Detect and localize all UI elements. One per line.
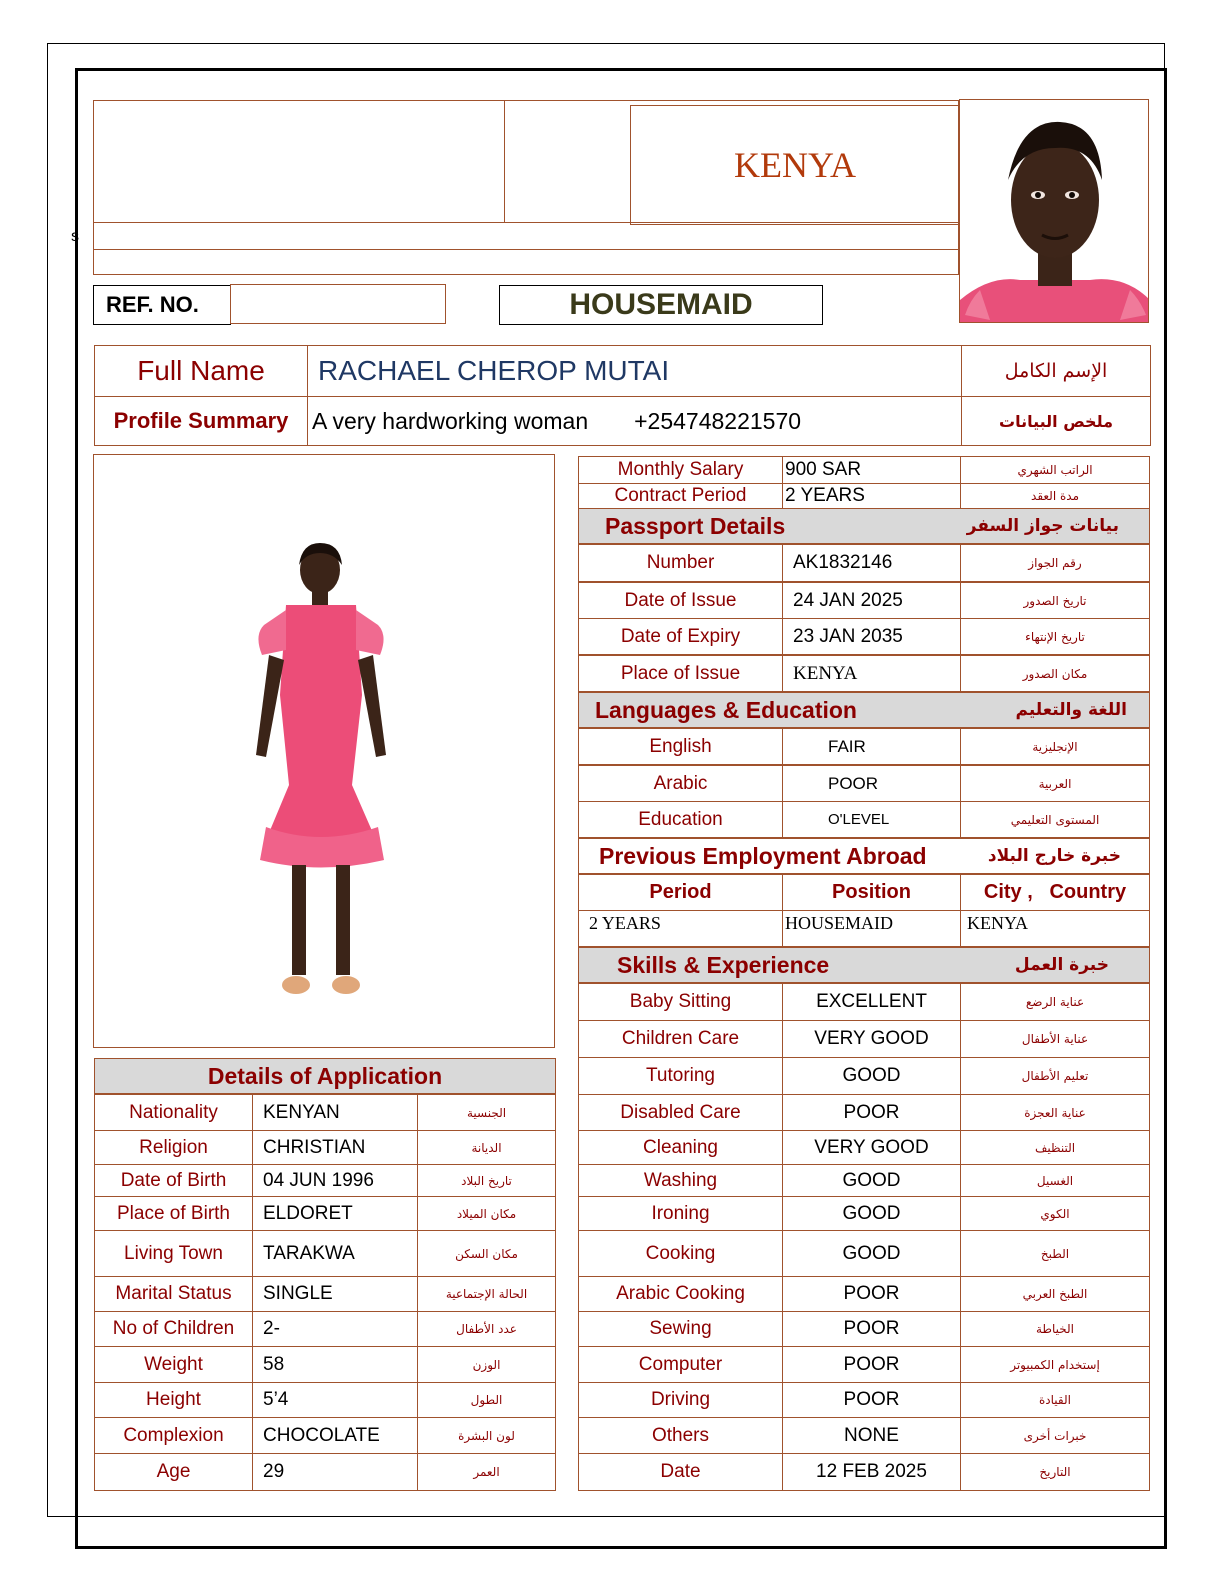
- skills-title: Skills & Experience: [617, 951, 830, 978]
- passport-field-arabic: مكان الصدور: [960, 655, 1150, 692]
- employment-location: KENYA: [960, 910, 1150, 947]
- application-field-label: No of Children: [94, 1311, 253, 1347]
- skill-level: GOOD: [782, 1230, 961, 1277]
- application-field-label: Height: [94, 1382, 253, 1418]
- application-field-label: Place of Birth: [94, 1196, 253, 1231]
- full-body-photo: [93, 454, 555, 1048]
- passport-section-header: [578, 508, 1150, 544]
- languages-title-arabic: اللغة والتعليم: [1015, 700, 1127, 720]
- skill-label-arabic: إستخدام الكمبيوتر: [960, 1346, 1150, 1383]
- skills-title-arabic: خبرة العمل: [1014, 955, 1109, 975]
- application-field-value: KENYAN: [252, 1094, 418, 1131]
- contract-label: Contract Period: [578, 483, 783, 509]
- application-field-label: Date of Birth: [94, 1164, 253, 1197]
- language-label: Education: [578, 801, 783, 838]
- application-field-arabic: مكان الميلاد: [417, 1196, 556, 1231]
- job-title: HOUSEMAID: [499, 285, 823, 325]
- contract-value: 2 YEARS: [782, 483, 961, 509]
- employment-header-period: Period: [578, 874, 783, 911]
- application-field-label: Religion: [94, 1130, 253, 1165]
- skill-level: 12 FEB 2025: [782, 1453, 961, 1491]
- language-level: O'LEVEL: [782, 801, 961, 838]
- skill-label: Children Care: [578, 1020, 783, 1058]
- ref-no-value: [230, 284, 446, 324]
- contract-label: Monthly Salary: [578, 456, 783, 484]
- skill-level: VERY GOOD: [782, 1130, 961, 1165]
- skill-label-arabic: تعليم الأطفال: [960, 1057, 1150, 1095]
- application-field-arabic: عدد الأطفال: [417, 1311, 556, 1347]
- employment-title-arabic: خبرة خارج البلاد: [987, 846, 1121, 866]
- application-field-arabic: الحالة الإجتماعية: [417, 1276, 556, 1312]
- skill-label: Arabic Cooking: [578, 1276, 783, 1312]
- full-name-label: Full Name: [94, 345, 308, 397]
- application-field-value: SINGLE: [252, 1276, 418, 1312]
- employment-section-header: [578, 838, 1150, 874]
- application-field-label: Marital Status: [94, 1276, 253, 1312]
- passport-title-arabic: بيانات جواز السفر: [966, 516, 1119, 536]
- skill-label-arabic: التنظيف: [960, 1130, 1150, 1165]
- application-field-arabic: تاريخ البلاد: [417, 1164, 556, 1197]
- skill-level: EXCELLENT: [782, 983, 961, 1021]
- application-field-label: Complexion: [94, 1417, 253, 1454]
- skill-label-arabic: الطبخ: [960, 1230, 1150, 1277]
- stray-character: s: [71, 228, 79, 245]
- skill-label: Baby Sitting: [578, 983, 783, 1021]
- application-field-label: Living Town: [94, 1230, 253, 1277]
- application-field-value: ELDORET: [252, 1196, 418, 1231]
- skill-level: POOR: [782, 1346, 961, 1383]
- country-box: [630, 105, 960, 225]
- application-field-arabic: الجنسية: [417, 1094, 556, 1131]
- passport-field-arabic: رقم الجواز: [960, 544, 1150, 582]
- skill-level: GOOD: [782, 1057, 961, 1095]
- skill-label: Disabled Care: [578, 1094, 783, 1131]
- passport-field-arabic: تاريخ الصدور: [960, 582, 1150, 619]
- portrait-photo-image: [960, 100, 1149, 323]
- skill-level: GOOD: [782, 1164, 961, 1197]
- application-field-arabic: الوزن: [417, 1346, 556, 1383]
- header-rule-2: [93, 249, 959, 250]
- application-field-value: CHOCOLATE: [252, 1417, 418, 1454]
- profile-summary-text: A very hardworking woman: [312, 407, 589, 434]
- language-label: English: [578, 728, 783, 765]
- application-field-value: CHRISTIAN: [252, 1130, 418, 1165]
- skill-label-arabic: التاريخ: [960, 1453, 1150, 1491]
- skill-label-arabic: الكوي: [960, 1196, 1150, 1231]
- application-field-value: 58: [252, 1346, 418, 1383]
- passport-field-label: Date of Issue: [578, 582, 783, 619]
- employment-header-position: Position: [782, 874, 961, 911]
- languages-section-header: [578, 692, 1150, 728]
- full-name-value: RACHAEL CHEROP MUTAI: [307, 345, 962, 397]
- employment-title: Previous Employment Abroad: [599, 842, 927, 869]
- skill-level: VERY GOOD: [782, 1020, 961, 1058]
- skill-label-arabic: عناية الأطفال: [960, 1020, 1150, 1058]
- skills-section-header: [578, 947, 1150, 983]
- application-field-arabic: العمر: [417, 1453, 556, 1491]
- language-level: FAIR: [782, 728, 961, 765]
- language-label-arabic: الإنجليزية: [960, 728, 1150, 765]
- application-field-value: 2-: [252, 1311, 418, 1347]
- details-application-title: Details of Application: [94, 1058, 556, 1094]
- contract-value: 900 SAR: [782, 456, 961, 484]
- application-field-arabic: الطول: [417, 1382, 556, 1418]
- skill-label: Tutoring: [578, 1057, 783, 1095]
- language-label: Arabic: [578, 765, 783, 802]
- passport-field-label: Number: [578, 544, 783, 582]
- ref-no-label: REF. NO.: [93, 285, 231, 325]
- profile-summary-arabic: ملخص البيانات: [961, 396, 1151, 446]
- passport-field-value: KENYA: [782, 655, 961, 692]
- contract-label-arabic: الراتب الشهري: [960, 456, 1150, 484]
- profile-summary-value: [307, 396, 962, 446]
- passport-field-label: Date of Expiry: [578, 618, 783, 655]
- skill-label: Cooking: [578, 1230, 783, 1277]
- skill-label: Driving: [578, 1382, 783, 1418]
- application-field-arabic: لون البشرة: [417, 1417, 556, 1454]
- skill-label-arabic: الغسيل: [960, 1164, 1150, 1197]
- skill-label: Date: [578, 1453, 783, 1491]
- application-field-arabic: الديانة: [417, 1130, 556, 1165]
- skill-label: Washing: [578, 1164, 783, 1197]
- skill-label-arabic: عناية العجزة: [960, 1094, 1150, 1131]
- skill-label-arabic: القيادة: [960, 1382, 1150, 1418]
- employment-header-location: City , Country: [960, 874, 1150, 911]
- skill-label-arabic: الخياطة: [960, 1311, 1150, 1347]
- languages-title: Languages & Education: [595, 696, 857, 723]
- skill-level: GOOD: [782, 1196, 961, 1231]
- application-field-label: Nationality: [94, 1094, 253, 1131]
- portrait-photo: [959, 99, 1149, 323]
- skill-label: Sewing: [578, 1311, 783, 1347]
- application-field-label: Weight: [94, 1346, 253, 1383]
- skill-label: Others: [578, 1417, 783, 1454]
- language-label-arabic: المستوى التعليمي: [960, 801, 1150, 838]
- application-field-value: 04 JUN 1996: [252, 1164, 418, 1197]
- header-divider: [504, 100, 505, 222]
- employment-position: HOUSEMAID: [782, 910, 961, 947]
- skill-label: Ironing: [578, 1196, 783, 1231]
- application-field-value: TARAKWA: [252, 1230, 418, 1277]
- skill-label: Cleaning: [578, 1130, 783, 1165]
- skill-label: Computer: [578, 1346, 783, 1383]
- skill-level: POOR: [782, 1382, 961, 1418]
- application-field-value: 5’4: [252, 1382, 418, 1418]
- skill-level: POOR: [782, 1276, 961, 1312]
- full-name-arabic: الإسم الكامل: [961, 345, 1151, 397]
- skill-level: POOR: [782, 1311, 961, 1347]
- passport-field-value: AK1832146: [782, 544, 961, 582]
- application-field-arabic: مكان السكن: [417, 1230, 556, 1277]
- skill-label-arabic: عناية الرضع: [960, 983, 1150, 1021]
- passport-field-value: 23 JAN 2035: [782, 618, 961, 655]
- full-body-photo-image: [94, 455, 555, 1048]
- skill-label-arabic: خبرات أخرى: [960, 1417, 1150, 1454]
- passport-title: Passport Details: [605, 512, 786, 539]
- language-level: POOR: [782, 765, 961, 802]
- contract-label-arabic: مدة العقد: [960, 483, 1150, 509]
- profile-summary-label: Profile Summary: [94, 396, 308, 446]
- passport-field-arabic: تاريخ الإنتهاء: [960, 618, 1150, 655]
- skill-level: NONE: [782, 1417, 961, 1454]
- language-label-arabic: العربية: [960, 765, 1150, 802]
- skill-level: POOR: [782, 1094, 961, 1131]
- passport-field-value: 24 JAN 2025: [782, 582, 961, 619]
- phone-number: +254748221570: [634, 407, 802, 434]
- application-field-label: Age: [94, 1453, 253, 1491]
- skill-label-arabic: الطبخ العربي: [960, 1276, 1150, 1312]
- application-field-value: 29: [252, 1453, 418, 1491]
- employment-period: 2 YEARS: [578, 910, 783, 947]
- country-title: KENYA: [734, 145, 856, 185]
- passport-field-label: Place of Issue: [578, 655, 783, 692]
